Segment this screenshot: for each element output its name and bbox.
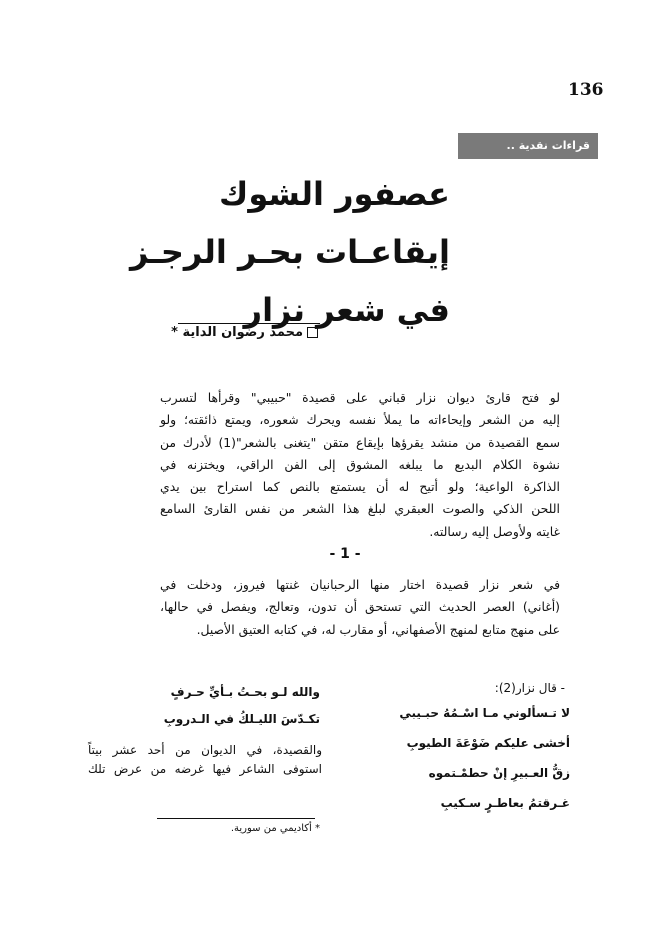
section-label: قراءات نقدية .. [458,133,598,159]
square-bullet-icon [307,327,318,338]
paragraph-line: نشوة الكلام البديع ما يبلغه المشوق إلى الفن الراقي، ويختزنه في [160,456,560,472]
verse-right-4: غـرقتمُ بعاطـرٍ سـكيبِ [440,796,570,810]
section-paragraph [160,574,560,641]
author-rule [178,323,320,324]
paragraph-line: والقصيدة، في الديوان من أحد عشر بيتاً [88,743,322,757]
paragraph-line: (أغاني) العصر الحديث التي تستحق أن تدون، وتعالج، ويفصل في حالها، [160,599,560,615]
paragraph-line: على منهج متابع لمنهج الأصفهاني، أو مقارب له، في كتابه العتيق الأصيل. [196,621,560,637]
paragraph-line: في شعر نزار قصيدة اختار منها الرحبانيان غنتها فيروز، ودخلت في [160,577,560,592]
verse-left-1: والله لـو بحـتُ بـأيِّ حـرفٍ [170,685,320,699]
page-number: 136 [568,80,604,100]
intro-paragraph [160,387,560,543]
article-title [130,165,450,339]
continuation-paragraph [88,741,322,779]
footnote: * أكاديمي من سورية. [230,823,320,834]
verse-right-1: لا تـسألوني مـا اسْـمُهُ حبـيبي [399,706,570,720]
section-number: - 1 - [329,546,361,562]
title-line-3: في شعر نزار [243,291,450,329]
title-line-2: إيقاعـات بحـر الرجـز [130,233,450,271]
paragraph-line: غايته ولأوصل إليه رسالته. [429,523,560,539]
paragraph-line: سمع القصيدة من منشد يقرؤها بإيقاع متقن "يتغنى بالشعر"(1) لأدرك من [160,434,561,450]
title-line-1: عصفور الشوك [219,175,450,213]
paragraph-line: إليه من الشعر وإيحاءاته ما يملأ نفسه ويحرك شعوره، ويمتع ذائقته؛ ولو [160,412,560,428]
verse-left-2: تكـدّسَ الليـلكُ في الـدروبِ [163,712,320,726]
paragraph-line: استوفى الشاعر فيها غرضه من عرض تلك [88,762,322,776]
footnote-rule [157,818,315,819]
paragraph-line: لو فتح قارئ ديوان نزار قباني على قصيدة "حبيبي" وقرأها لتسرب [160,390,560,405]
poem-intro: - قال نزار(2): [494,681,565,695]
paragraph-line: الذاكرة الواعية؛ ولو أتيح له أن يستمتع بالنص كما استراح بين يدي [160,479,560,495]
verse-right-2: أخشى عليكم ضَوْعَةَ الطيوبِ [406,736,570,750]
paragraph-line: اللحن الذكي والصوت العبقري لبلغ هذا الشعر من نفس القارئ السامع [160,501,560,517]
author-name: محمد رضوان الداية * [171,325,303,340]
author-byline [170,325,318,340]
verse-right-3: زقُّ العـبيرِ إنْ حطمْـتموه [428,766,570,780]
